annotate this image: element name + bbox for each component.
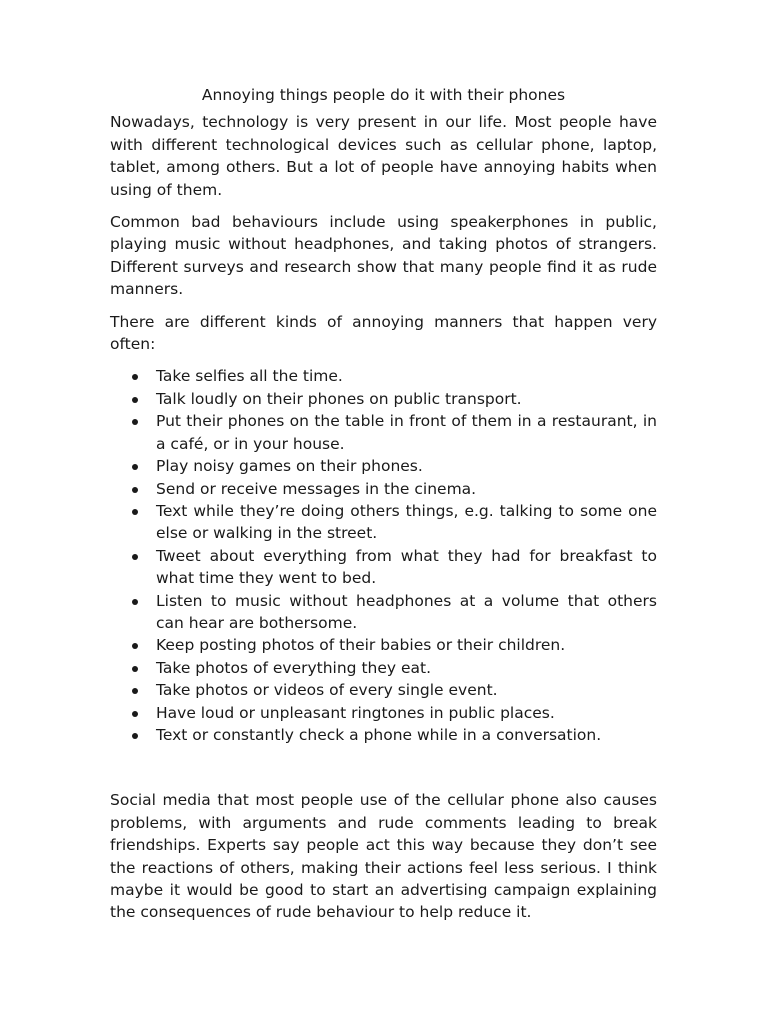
list-item-text: Text while they’re doing others things, e.g. talking to some one else or walking in the street. (156, 501, 657, 543)
list-item (110, 702, 657, 724)
list-item (110, 410, 657, 455)
bullet-icon (132, 487, 138, 493)
bullet-icon (132, 733, 138, 739)
document-title: Annoying things people do it with their phones (201, 86, 566, 104)
bullet-icon (132, 666, 138, 672)
list-item (110, 500, 657, 545)
list-item (110, 634, 657, 656)
annoying-manners-list (110, 365, 657, 746)
bullet-icon (132, 554, 138, 560)
document-body (110, 84, 657, 934)
bullet-icon (132, 374, 138, 380)
list-item-text: Tweet about everything from what they had for breakfast to what time they went to bed. (156, 546, 657, 588)
list-item (110, 590, 657, 635)
list-item-text: Put their phones on the table in front of them in a restaurant, in a café, or in your house. (156, 412, 657, 453)
list-item-text: Take photos or videos of every single event. (156, 681, 498, 700)
bullet-icon (132, 599, 138, 605)
list-item-text: Text or constantly check a phone while in a conversation. (156, 725, 602, 744)
list-item (110, 679, 657, 701)
list-item (110, 388, 657, 410)
list-item-text: Take photos of everything they eat. (156, 658, 432, 677)
list-item-text: Send or receive messages in the cinema. (156, 479, 477, 498)
spacer (110, 746, 657, 789)
bullet-icon (132, 419, 138, 425)
list-item (110, 657, 657, 679)
paragraph-behaviours: Common bad behaviours include using speakerphones in public, playing music without headphones, and taking photos of strangers. Different surveys and research show that many people find it as rude manners. (110, 213, 657, 299)
bullet-icon (132, 397, 138, 403)
list-item (110, 478, 657, 500)
list-item-text: Keep posting photos of their babies or their children. (156, 636, 566, 655)
bullet-icon (132, 509, 138, 515)
list-item-text: Take selfies all the time. (156, 367, 343, 386)
list-item (110, 365, 657, 387)
paragraph-closing: Social media that most people use of the cellular phone also causes problems, with arguments and rude comments leading to break friendships. Experts say people act this way because they don’t see the reactions of others, making their actions feel less serious. I think maybe it would be good to start an advertising campaign explaining the consequences of rude behaviour to help reduce it. (110, 791, 657, 922)
bullet-icon (132, 464, 138, 470)
paragraph-list-intro: There are different kinds of annoying manners that happen very often: (110, 312, 657, 354)
list-item (110, 545, 657, 590)
paragraph-intro: Nowadays, technology is very present in our life. Most people have with different technological devices such as cellular phone, laptop, tablet, among others. But a lot of people have annoying habits when using of them. (110, 113, 657, 199)
list-item-text: Talk loudly on their phones on public transport. (156, 389, 522, 408)
list-item (110, 724, 657, 746)
bullet-icon (132, 711, 138, 717)
bullet-icon (132, 688, 138, 694)
list-item-text: Have loud or unpleasant ringtones in public places. (156, 703, 555, 722)
bullet-icon (132, 643, 138, 649)
list-item (110, 455, 657, 477)
list-item-text: Listen to music without headphones at a volume that others can hear are bothersome. (156, 591, 657, 632)
list-item-text: Play noisy games on their phones. (156, 457, 423, 476)
